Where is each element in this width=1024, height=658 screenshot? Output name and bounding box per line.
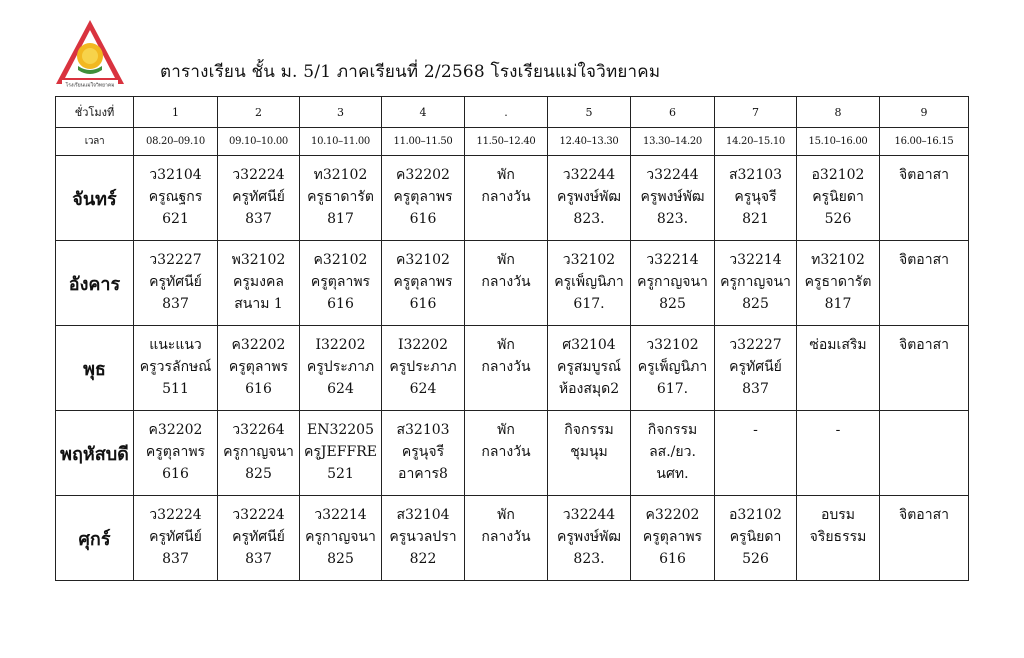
cell-content	[797, 326, 879, 356]
subject-code: ศ32104	[562, 337, 616, 353]
cell-content	[300, 156, 381, 230]
teacher-name: กลางวัน	[481, 529, 531, 545]
period-number: 5	[548, 97, 631, 128]
schedule-cell	[382, 411, 465, 496]
schedule-cell	[797, 326, 880, 411]
timetable	[55, 96, 969, 581]
teacher-name: ครูสมบูรณ์	[556, 359, 622, 375]
teacher-name: ครูพงษ์พัฒ	[556, 189, 622, 205]
subject-code: กิจกรรม	[647, 422, 698, 438]
schedule-cell	[300, 156, 382, 241]
cell-content	[300, 411, 381, 485]
room-number: ห้องสมุด2	[558, 381, 620, 397]
cell-content	[631, 411, 714, 485]
period-time: 14.20–15.10	[715, 128, 797, 156]
schedule-cell	[382, 241, 465, 326]
room-number: 817	[824, 296, 852, 312]
room-number: 616	[245, 381, 272, 397]
cell-content	[715, 496, 796, 570]
room-number: อาคาร8	[398, 466, 448, 482]
teacher-name: กลางวัน	[481, 189, 531, 205]
cell-content	[465, 496, 547, 548]
subject-code: ว32244	[562, 507, 616, 523]
schedule-cell	[300, 241, 382, 326]
subject-code: กิจกรรม	[564, 422, 614, 438]
subject-code: พัก	[497, 422, 515, 438]
cell-content	[880, 156, 968, 186]
period-number: 2	[218, 97, 300, 128]
schedule-cell	[218, 241, 300, 326]
subject-code: อ32102	[811, 167, 865, 183]
room-number: 617.	[573, 296, 605, 312]
cell-content	[218, 156, 299, 230]
school-logo-icon	[54, 18, 126, 90]
teacher-name: ครูตุลาพร	[228, 359, 289, 375]
cell-content	[465, 241, 547, 293]
period-time: 09.10–10.00	[218, 128, 300, 156]
period-number: 4	[382, 97, 465, 128]
teacher-name: จริยธรรม	[809, 529, 867, 545]
teacher-name: ครูประภาภ	[306, 359, 375, 375]
subject-code: -	[835, 422, 841, 438]
subject-code: จิตอาสา	[899, 507, 949, 523]
subject-code: ค32202	[396, 167, 450, 183]
day-row	[56, 156, 969, 241]
schedule-cell	[880, 241, 969, 326]
schedule-cell	[880, 411, 969, 496]
schedule-cell	[548, 241, 631, 326]
subject-code: ว32102	[646, 337, 699, 353]
teacher-name: ครูนวลปรา	[389, 529, 457, 545]
room-number: 837	[245, 551, 272, 567]
subject-code: ว32227	[729, 337, 782, 353]
schedule-cell	[465, 326, 548, 411]
cell-content	[631, 241, 714, 315]
cell-content	[715, 326, 796, 400]
cell-content	[548, 156, 630, 230]
period-number: 3	[300, 97, 382, 128]
subject-code: ว32104	[149, 167, 202, 183]
teacher-name: ครูณฐกร	[148, 189, 203, 205]
subject-code: จิตอาสา	[899, 252, 949, 268]
teacher-name: กลางวัน	[481, 444, 531, 460]
day-row	[56, 241, 969, 326]
cell-content	[300, 326, 381, 400]
cell-content	[134, 156, 217, 230]
subject-code: ท32102	[313, 167, 368, 183]
period-time: 11.00–11.50	[382, 128, 465, 156]
cell-content	[382, 241, 464, 315]
room-number: 823.	[573, 211, 605, 227]
cell-content	[548, 241, 630, 315]
schedule-cell	[300, 411, 382, 496]
cell-content	[797, 411, 879, 441]
room-number: นศท.	[656, 466, 689, 482]
cell-content	[797, 241, 879, 315]
room-number: 624	[409, 381, 437, 397]
schedule-cell	[797, 156, 880, 241]
subject-code: ส32104	[396, 507, 450, 523]
subject-code: -	[753, 422, 758, 438]
room-number: 825	[659, 296, 686, 312]
subject-code: อ32102	[729, 507, 782, 523]
cell-content	[715, 241, 796, 315]
cell-content	[218, 411, 299, 485]
svg-text:โรงเรียนแม่ใจวิทยาคม: โรงเรียนแม่ใจวิทยาคม	[65, 82, 115, 89]
cell-content	[715, 156, 796, 230]
schedule-cell	[715, 411, 797, 496]
subject-code: ค32102	[313, 252, 368, 268]
room-number: 825	[742, 296, 769, 312]
room-number: 621	[162, 211, 189, 227]
cell-content	[465, 411, 547, 463]
subject-code: ค32202	[645, 507, 700, 523]
room-number: 616	[327, 296, 354, 312]
cell-content	[715, 411, 796, 441]
period-number: 9	[880, 97, 969, 128]
room-number: 837	[245, 211, 272, 227]
schedule-cell	[465, 411, 548, 496]
room-number: 822	[409, 551, 437, 567]
schedule-cell	[300, 496, 382, 581]
page-title: ตารางเรียน ชั้น ม. 5/1 ภาคเรียนที่ 2/2568 โรงเรียนแม่ใจวิทยาคม	[160, 62, 661, 82]
cell-content	[880, 411, 968, 419]
period-number: .	[465, 97, 548, 128]
schedule-cell	[631, 241, 715, 326]
cell-content	[382, 496, 464, 570]
room-number: 526	[742, 551, 769, 567]
cell-content	[631, 496, 714, 570]
subject-code: ว32214	[314, 507, 367, 523]
room-number: 616	[409, 296, 437, 312]
schedule-cell	[715, 326, 797, 411]
teacher-name: ครูวรลักษณ์	[139, 359, 212, 375]
teacher-name: ครูตุลาพร	[393, 274, 453, 290]
teacher-name: ครูทัศนีย์	[729, 359, 782, 375]
teacher-name: ครูตุลาพร	[642, 529, 703, 545]
room-number: สนาม 1	[234, 296, 283, 312]
room-number: 511	[162, 381, 189, 397]
schedule-cell	[134, 241, 218, 326]
teacher-name: ครูธาดารัต	[307, 189, 374, 205]
teacher-name: ครูนิยดา	[729, 529, 782, 545]
teacher-name: ครูทัศนีย์	[149, 274, 202, 290]
teacher-name: ครูตุลาพร	[310, 274, 371, 290]
subject-code: แนะแนว	[149, 337, 202, 353]
schedule-cell	[218, 326, 300, 411]
subject-code: ว32227	[149, 252, 202, 268]
teacher-name: ครูกาญจนา	[720, 274, 791, 290]
teacher-name: ครูพงษ์พัฒ	[556, 529, 622, 545]
period-time: 12.40–13.30	[548, 128, 631, 156]
teacher-name: ครูกาญจนา	[305, 529, 376, 545]
room-number: 837	[742, 381, 769, 397]
day-row	[56, 411, 969, 496]
cell-content	[218, 241, 299, 315]
day-name: อังคาร	[56, 241, 134, 326]
teacher-name: ครูนุจรี	[401, 444, 445, 460]
teacher-name: ครูทัศนีย์	[232, 529, 285, 545]
subject-code: พัก	[497, 337, 515, 353]
cell-content	[382, 326, 464, 400]
cell-content	[548, 496, 630, 570]
teacher-name: ครูJEFFRE	[304, 444, 377, 460]
schedule-cell	[548, 156, 631, 241]
period-time: 11.50–12.40	[465, 128, 548, 156]
schedule-cell	[465, 241, 548, 326]
schedule-cell	[382, 496, 465, 581]
schedule-cell	[880, 496, 969, 581]
schedule-cell	[797, 241, 880, 326]
cell-content	[797, 496, 879, 548]
room-number: 616	[409, 211, 437, 227]
subject-code: ค32102	[396, 252, 450, 268]
subject-code: ว32102	[562, 252, 616, 268]
schedule-cell	[300, 326, 382, 411]
schedule-cell	[382, 156, 465, 241]
day-row	[56, 326, 969, 411]
teacher-name: ครูทัศนีย์	[149, 529, 202, 545]
teacher-name: ครูกาญจนา	[637, 274, 708, 290]
subject-code: ว32244	[562, 167, 616, 183]
schedule-cell	[631, 156, 715, 241]
cell-content	[134, 496, 217, 570]
room-number: 624	[327, 381, 354, 397]
subject-code: ท32102	[811, 252, 865, 268]
room-number: 616	[659, 551, 686, 567]
schedule-cell	[382, 326, 465, 411]
room-number: 617.	[656, 381, 689, 397]
room-number: 837	[162, 296, 189, 312]
subject-code: ว32244	[646, 167, 699, 183]
subject-code: จิตอาสา	[899, 167, 949, 183]
cell-content	[465, 156, 547, 208]
teacher-name: ลส./ยว.	[649, 444, 696, 460]
cell-content	[218, 496, 299, 570]
subject-code: ว32264	[232, 422, 285, 438]
subject-code: พัก	[497, 252, 515, 268]
subject-code: ว32214	[646, 252, 699, 268]
schedule-cell	[548, 411, 631, 496]
schedule-cell	[548, 496, 631, 581]
cell-content	[631, 326, 714, 400]
cell-content	[134, 411, 217, 485]
room-number: 817	[327, 211, 354, 227]
cell-content	[218, 326, 299, 400]
room-number: 825	[327, 551, 354, 567]
schedule-cell	[631, 496, 715, 581]
teacher-name: ครูเพ็ญนิภา	[637, 359, 708, 375]
period-number: 7	[715, 97, 797, 128]
schedule-cell	[797, 496, 880, 581]
subject-code: พัก	[497, 507, 515, 523]
room-number: 825	[245, 466, 272, 482]
schedule-cell	[715, 241, 797, 326]
teacher-name: ครูนุจรี	[734, 189, 777, 205]
cell-content	[631, 156, 714, 230]
subject-code: ค32202	[148, 422, 203, 438]
day-name: พุธ	[56, 326, 134, 411]
day-name: ศุกร์	[56, 496, 134, 581]
cell-content	[382, 411, 464, 485]
schedule-cell	[134, 326, 218, 411]
time-label: เวลา	[56, 128, 134, 156]
schedule-cell	[218, 496, 300, 581]
room-number: 823.	[573, 551, 605, 567]
corner-label: ชั่วโมงที่	[56, 97, 134, 128]
cell-content	[134, 241, 217, 315]
teacher-name: ครูพงษ์พัฒ	[640, 189, 705, 205]
schedule-cell	[465, 496, 548, 581]
teacher-name: ครูตุลาพร	[145, 444, 206, 460]
teacher-name: กลางวัน	[481, 359, 531, 375]
cell-content	[465, 326, 547, 378]
room-number: 821	[742, 211, 769, 227]
teacher-name: ครูนิยดา	[812, 189, 864, 205]
room-number: 526	[824, 211, 852, 227]
teacher-name: ครูมงคล	[233, 274, 284, 290]
schedule-cell	[548, 326, 631, 411]
period-time: 08.20–09.10	[134, 128, 218, 156]
period-time: 13.30–14.20	[631, 128, 715, 156]
subject-code: จิตอาสา	[899, 337, 949, 353]
subject-code: EN32205	[306, 422, 374, 438]
period-time: 15.10–16.00	[797, 128, 880, 156]
cell-content	[382, 156, 464, 230]
schedule-cell	[465, 156, 548, 241]
teacher-name: ครูตุลาพร	[393, 189, 453, 205]
room-number: 823.	[656, 211, 689, 227]
subject-code: พ32102	[231, 252, 286, 268]
subject-code: ว32214	[729, 252, 782, 268]
cell-content	[880, 496, 968, 526]
subject-code: ส32103	[728, 167, 783, 183]
day-row	[56, 496, 969, 581]
subject-code: ว32224	[232, 167, 285, 183]
time-row	[56, 128, 969, 156]
subject-code: I32202	[397, 337, 449, 353]
teacher-name: ครูธาดารัต	[804, 274, 872, 290]
subject-code: ซ่อมเสริม	[809, 337, 867, 353]
period-time: 10.10–11.00	[300, 128, 382, 156]
subject-code: อบรม	[820, 507, 856, 523]
teacher-name: ครูทัศนีย์	[232, 189, 285, 205]
schedule-cell	[715, 496, 797, 581]
schedule-cell	[134, 496, 218, 581]
schedule-cell	[134, 411, 218, 496]
subject-code: ค32202	[231, 337, 286, 353]
schedule-cell	[218, 156, 300, 241]
day-name: พฤหัสบดี	[56, 411, 134, 496]
room-number: 616	[162, 466, 189, 482]
schedule-cell	[797, 411, 880, 496]
schedule-cell	[880, 156, 969, 241]
cell-content	[797, 156, 879, 230]
teacher-name: ครูกาญจนา	[223, 444, 294, 460]
cell-content	[548, 326, 630, 400]
cell-content	[880, 241, 968, 271]
teacher-name: กลางวัน	[481, 274, 531, 290]
teacher-name: ครูเพ็ญนิภา	[554, 274, 624, 290]
cell-content	[880, 326, 968, 356]
schedule-cell	[134, 156, 218, 241]
teacher-name: ครูประภาภ	[389, 359, 457, 375]
room-number: 837	[162, 551, 189, 567]
schedule-cell	[631, 411, 715, 496]
cell-content	[548, 411, 630, 463]
schedule-cell	[218, 411, 300, 496]
teacher-name: ชุมนุม	[570, 444, 608, 460]
subject-code: ว32224	[149, 507, 202, 523]
subject-code: ส32103	[396, 422, 450, 438]
room-number: 521	[327, 466, 354, 482]
period-number: 1	[134, 97, 218, 128]
subject-code: ว32224	[232, 507, 285, 523]
schedule-cell	[631, 326, 715, 411]
day-name: จันทร์	[56, 156, 134, 241]
schedule-cell	[880, 326, 969, 411]
period-number: 6	[631, 97, 715, 128]
period-time: 16.00–16.15	[880, 128, 969, 156]
schedule-cell	[715, 156, 797, 241]
subject-code: I32202	[315, 337, 366, 353]
cell-content	[134, 326, 217, 400]
period-header-row	[56, 97, 969, 128]
cell-content	[300, 241, 381, 315]
subject-code: พัก	[497, 167, 515, 183]
cell-content	[300, 496, 381, 570]
period-number: 8	[797, 97, 880, 128]
